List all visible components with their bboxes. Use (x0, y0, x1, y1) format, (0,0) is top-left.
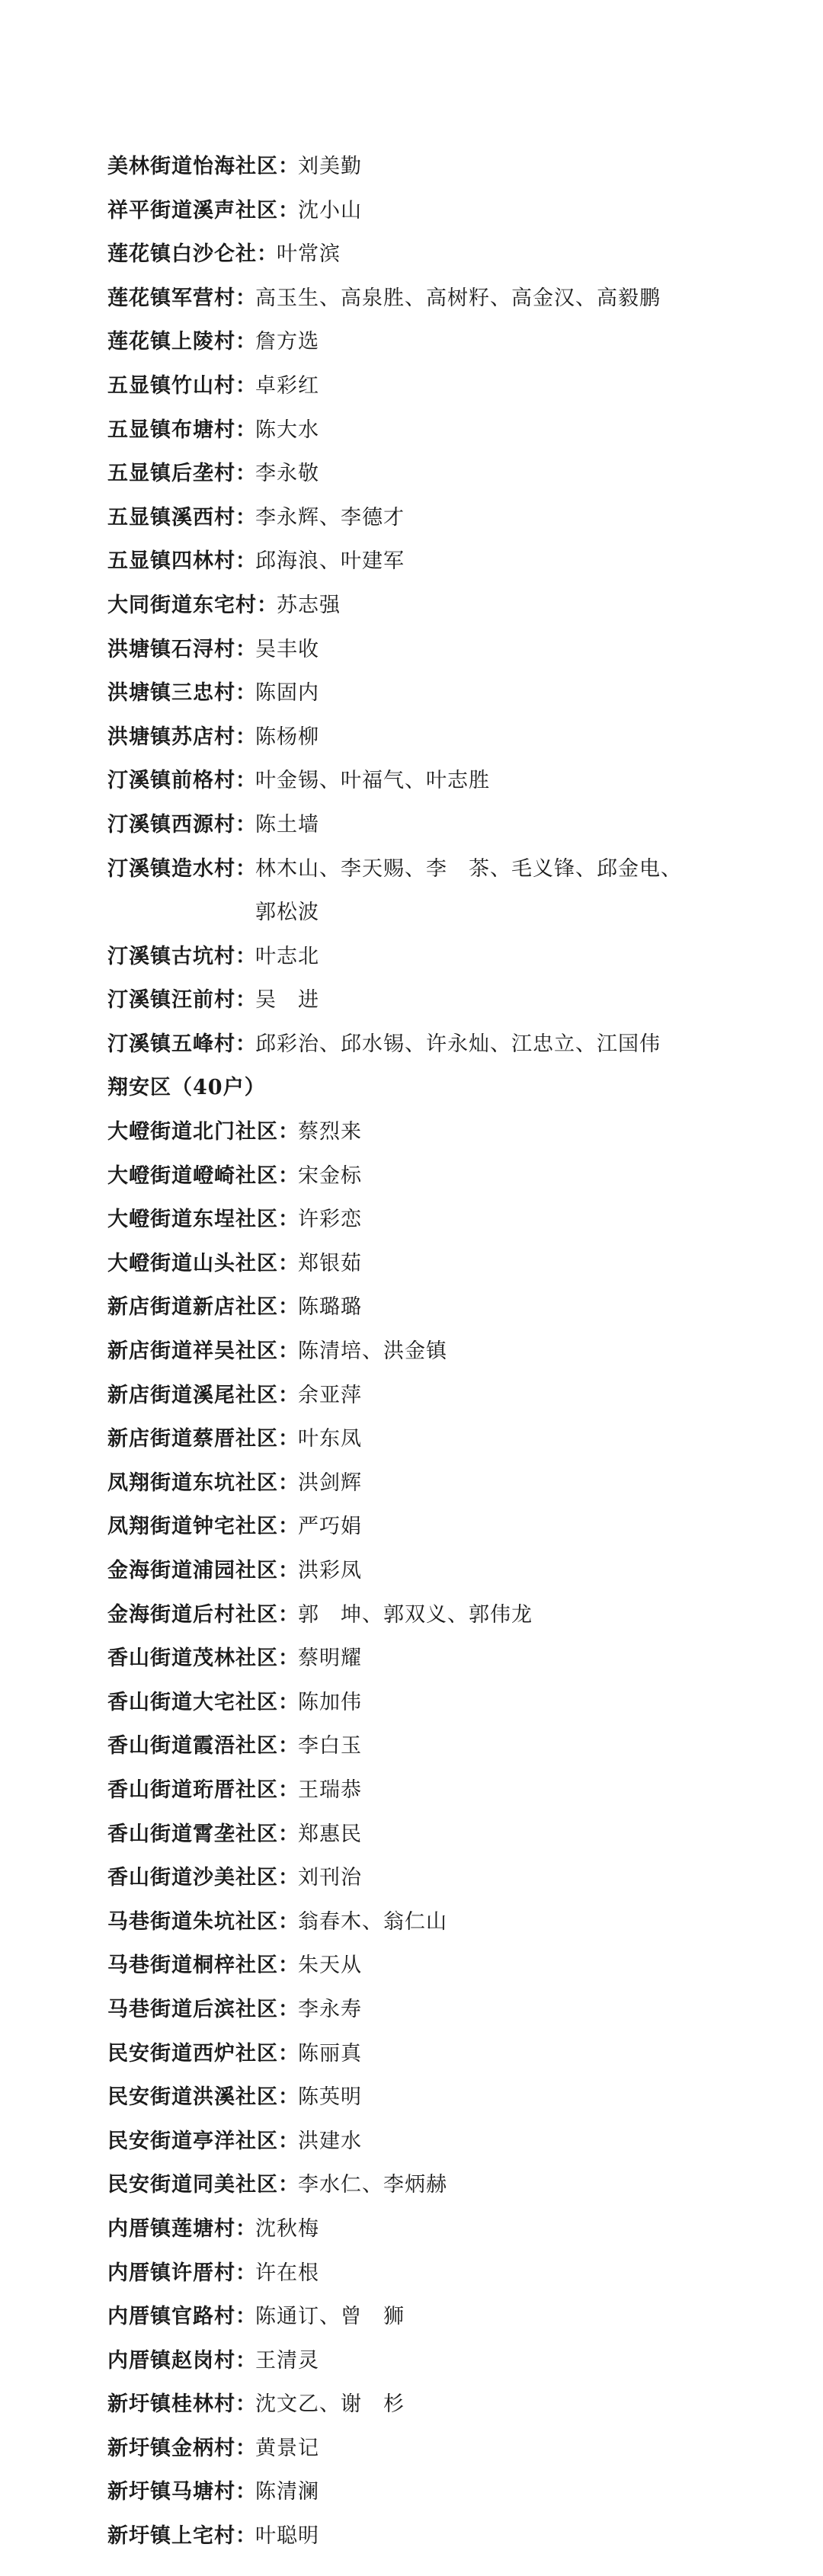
names-line: 邱彩治、邱水锡、许永灿、江忠立、江国伟 (255, 1032, 661, 1056)
names-line: 郭 坤、郭双义、郭伟龙 (298, 1602, 533, 1627)
place-label: 新店街道溪尾社区： (107, 1383, 299, 1407)
recipient-names (298, 1681, 362, 1725)
names-line: 李永寿 (298, 1997, 362, 2021)
place-label: 五显镇布塘村： (107, 418, 257, 442)
place-label: 民安街道西炉社区： (107, 2041, 299, 2066)
recipient-names (298, 1988, 362, 2032)
names-line: 严巧娟 (298, 1515, 362, 1539)
place-label: 莲花镇军营村： (107, 286, 257, 310)
place-label: 凤翔街道东坑社区： (107, 1470, 299, 1495)
recipient-row (0, 1242, 823, 1286)
place-label: 莲花镇上陵村： (107, 330, 257, 354)
names-line: 高玉生、高泉胜、高树籽、高金汉、高毅鹏 (255, 286, 661, 310)
recipient-row (0, 1768, 823, 1813)
recipient-names (298, 1505, 362, 1549)
recipient-row (0, 2251, 823, 2296)
place-label: 香山街道沙美社区： (107, 1866, 299, 1890)
place-label: 金海街道浦园社区： (107, 1559, 299, 1582)
recipient-names (298, 1549, 362, 1593)
recipient-names (255, 1022, 661, 1067)
recipient-names (255, 2427, 319, 2471)
names-line: 苏志强 (277, 593, 341, 617)
recipient-row (0, 1154, 823, 1198)
recipient-row (0, 2163, 823, 2207)
names-line: 李水仁、李炳赫 (298, 2173, 447, 2197)
recipient-row (0, 1637, 823, 1681)
recipient-row (0, 2382, 823, 2427)
recipient-names (255, 452, 319, 496)
recipient-row (0, 496, 823, 540)
names-line: 吴 进 (255, 988, 319, 1013)
place-label: 汀溪镇造水村： (107, 856, 257, 881)
names-line: 蔡明耀 (298, 1646, 362, 1671)
place-label: 民安街道亭洋社区： (107, 2129, 299, 2153)
place-label: 汀溪镇五峰村： (107, 1032, 257, 1056)
names-line: 黄景记 (255, 2436, 319, 2460)
recipient-names (277, 232, 341, 277)
place-label: 新店街道祥吴社区： (107, 1339, 299, 1364)
recipient-names (255, 2470, 319, 2514)
names-line: 王瑞恭 (298, 1778, 362, 1802)
names-line: 陈清培、洪金镇 (298, 1339, 447, 1364)
place-label: 大同街道东宅村： (107, 593, 278, 617)
place-label: 汀溪镇汪前村： (107, 988, 257, 1013)
recipient-names (255, 2251, 319, 2296)
names-line: 林木山、李天赐、李 茶、毛义锋、邱金电、 (255, 856, 682, 881)
place-label: 汀溪镇西源村： (107, 812, 257, 837)
place-label: 大嶝街道北门社区： (107, 1120, 299, 1144)
recipient-row (0, 1988, 823, 2032)
recipient-row (0, 1285, 823, 1330)
recipient-names (255, 2382, 405, 2427)
place-label: 洪塘镇三忠村： (107, 681, 257, 706)
recipient-names (255, 715, 319, 760)
place-label: 五显镇溪西村： (107, 505, 257, 530)
recipient-row (0, 1374, 823, 1418)
recipient-row (0, 584, 823, 628)
recipient-names (255, 759, 490, 803)
recipient-names (298, 1944, 362, 1988)
names-line: 沈文乙、谢 杉 (255, 2392, 405, 2417)
names-line: 陈大水 (255, 418, 319, 442)
names-line: 陈清澜 (255, 2480, 319, 2504)
names-line: 邱海浪、叶建军 (255, 549, 405, 574)
recipient-row (0, 2032, 823, 2076)
recipient-row (0, 803, 823, 847)
names-line: 洪建水 (298, 2129, 362, 2153)
recipient-row (0, 1813, 823, 1857)
recipient-row (0, 2295, 823, 2339)
names-line: 朱天从 (298, 1954, 362, 1978)
names-line: 沈秋梅 (255, 2216, 319, 2241)
recipient-row (0, 935, 823, 979)
recipient-row (0, 628, 823, 672)
place-label: 汀溪镇古坑村： (107, 944, 257, 968)
names-line: 李白玉 (298, 1734, 362, 1758)
recipient-names (277, 584, 341, 628)
place-label: 五显镇后垄村： (107, 462, 257, 486)
place-label: 马巷街道后滨社区： (107, 1997, 299, 2021)
names-line: 叶常滨 (277, 242, 341, 267)
recipient-names (298, 1813, 362, 1857)
names-line: 王清灵 (255, 2348, 319, 2373)
recipient-row (0, 2339, 823, 2383)
recipient-row (0, 189, 823, 233)
recipient-names (298, 1900, 447, 1944)
recipient-names (255, 671, 319, 715)
recipient-names (255, 935, 319, 979)
recipient-row (0, 232, 823, 277)
names-line: 郑惠民 (298, 1822, 362, 1846)
recipient-names (255, 978, 319, 1022)
recipient-row (0, 1549, 823, 1593)
recipient-names (298, 2120, 362, 2164)
recipient-names (255, 2514, 319, 2558)
place-label: 莲花镇白沙仑社： (107, 242, 278, 267)
place-label: 香山街道茂林社区： (107, 1646, 299, 1671)
place-label: 民安街道同美社区： (107, 2173, 299, 2197)
names-line: 刘刊治 (298, 1866, 362, 1890)
recipient-names (298, 189, 362, 233)
place-label: 香山街道大宅社区： (107, 1690, 299, 1714)
recipient-row (0, 1110, 823, 1154)
place-label: 大嶝街道山头社区： (107, 1251, 299, 1275)
names-line: 李永辉、李德才 (255, 505, 405, 530)
names-line: 陈通订、曾 狮 (255, 2305, 405, 2329)
recipient-row (0, 1330, 823, 1374)
recipient-row (0, 277, 823, 321)
recipient-names (255, 2207, 319, 2251)
recipient-names (298, 145, 362, 189)
recipient-names (298, 1593, 533, 1637)
recipient-row (0, 2514, 823, 2558)
recipient-names (298, 1374, 362, 1418)
recipient-row (0, 539, 823, 584)
recipient-row (0, 1593, 823, 1637)
recipient-names (298, 1637, 362, 1681)
recipient-row (0, 978, 823, 1022)
recipient-names (298, 1110, 362, 1154)
place-label: 新圩镇金柄村： (107, 2436, 257, 2460)
names-line: 翁春木、翁仁山 (298, 1909, 447, 1934)
recipient-names (255, 496, 405, 540)
recipient-row (0, 1724, 823, 1768)
names-line: 陈土墙 (255, 812, 319, 837)
recipient-names (255, 2295, 405, 2339)
place-label: 新圩镇桂林村： (107, 2392, 257, 2417)
recipient-names (255, 320, 319, 364)
recipient-row (0, 847, 823, 935)
place-label: 内厝镇官路村： (107, 2305, 257, 2329)
recipient-names (255, 847, 682, 935)
place-label: 汀溪镇前格村： (107, 769, 257, 793)
recipient-row (0, 715, 823, 760)
recipient-names (298, 2032, 362, 2076)
place-label: 美林街道怡海社区： (107, 155, 299, 178)
recipient-row (0, 1505, 823, 1549)
names-line: 郑银茹 (298, 1251, 362, 1275)
names-line: 洪剑辉 (298, 1470, 362, 1495)
recipient-row (0, 1856, 823, 1900)
names-line: 陈英明 (298, 2085, 362, 2110)
recipient-row (0, 145, 823, 189)
names-line: 詹方选 (255, 330, 319, 354)
names-line: 许彩恋 (298, 1208, 362, 1232)
recipient-names (255, 803, 319, 847)
recipient-names (255, 539, 405, 584)
place-label: 大嶝街道嶝崎社区： (107, 1163, 299, 1188)
names-line: 陈丽真 (298, 2041, 362, 2066)
recipient-row (0, 671, 823, 715)
names-line: 宋金标 (298, 1163, 362, 1188)
names-line: 叶聪明 (255, 2524, 319, 2549)
place-label: 新店街道新店社区： (107, 1295, 299, 1320)
place-label: 金海街道后村社区： (107, 1602, 299, 1627)
place-label: 香山街道霄垄社区： (107, 1822, 299, 1846)
names-line: 叶金锡、叶福气、叶志胜 (255, 769, 490, 793)
recipient-row (0, 2207, 823, 2251)
recipient-names (298, 1724, 362, 1768)
recipient-row (0, 408, 823, 453)
place-label: 马巷街道桐梓社区： (107, 1954, 299, 1978)
recipient-names (255, 2339, 319, 2383)
recipient-row (0, 2470, 823, 2514)
recipient-names (298, 1154, 362, 1198)
recipient-names (298, 1285, 362, 1330)
place-label: 内厝镇许厝村： (107, 2261, 257, 2285)
place-label: 大嶝街道东埕社区： (107, 1208, 299, 1232)
place-label: 马巷街道朱坑社区： (107, 1909, 299, 1934)
place-label: 五显镇四林村： (107, 549, 257, 574)
names-line: 卓彩红 (255, 373, 319, 398)
recipient-names (298, 1198, 362, 1242)
recipient-row (0, 2427, 823, 2471)
recipient-names (255, 408, 319, 453)
document-body (0, 145, 823, 2558)
recipient-names (298, 1768, 362, 1813)
recipient-names (298, 1330, 447, 1374)
recipient-names (255, 628, 319, 672)
recipient-row (0, 1461, 823, 1506)
names-line: 叶东凤 (298, 1427, 362, 1451)
recipient-row (0, 320, 823, 364)
names-line: 郭松波 (255, 901, 319, 925)
place-label: 洪塘镇石浔村： (107, 637, 257, 661)
names-line: 陈杨柳 (255, 725, 319, 749)
recipient-row (0, 1944, 823, 1988)
recipient-names (255, 364, 319, 408)
recipient-row (0, 1681, 823, 1725)
names-line: 叶志北 (255, 944, 319, 968)
names-line: 蔡烈来 (298, 1120, 362, 1144)
section-heading (0, 1066, 823, 1110)
place-label: 洪塘镇苏店村： (107, 725, 257, 749)
recipient-names (298, 1417, 362, 1461)
recipient-names (298, 1242, 362, 1286)
place-label: 内厝镇赵岗村： (107, 2348, 257, 2373)
recipient-names (298, 2163, 447, 2207)
names-line: 余亚萍 (298, 1383, 362, 1407)
recipient-row (0, 1900, 823, 1944)
names-line: 吴丰收 (255, 637, 319, 661)
recipient-row (0, 364, 823, 408)
place-label: 祥平街道溪声社区： (107, 198, 299, 222)
names-line: 李永敬 (255, 462, 319, 486)
place-label: 民安街道洪溪社区： (107, 2085, 299, 2110)
place-label: 内厝镇莲塘村： (107, 2216, 257, 2241)
place-label: 新店街道蔡厝社区： (107, 1427, 299, 1451)
recipient-row (0, 1417, 823, 1461)
recipient-names (298, 2075, 362, 2120)
recipient-row (0, 2075, 823, 2120)
place-label: 新圩镇马塘村： (107, 2480, 257, 2504)
recipient-row (0, 759, 823, 803)
recipient-row (0, 452, 823, 496)
names-line: 沈小山 (298, 198, 362, 222)
names-line: 洪彩凤 (298, 1559, 362, 1582)
place-label: 香山街道霞浯社区： (107, 1734, 299, 1758)
names-line: 刘美勤 (298, 155, 362, 178)
place-label: 凤翔街道钟宅社区： (107, 1515, 299, 1539)
recipient-names (298, 1856, 362, 1900)
names-line: 陈璐璐 (298, 1295, 362, 1320)
place-label: 五显镇竹山村： (107, 373, 257, 398)
recipient-row (0, 1198, 823, 1242)
recipient-names (298, 1461, 362, 1506)
section-title: 翔安区（40户） (107, 1076, 266, 1100)
recipient-names (255, 277, 661, 321)
names-line: 许在根 (255, 2261, 319, 2285)
names-line: 陈加伟 (298, 1690, 362, 1714)
place-label: 香山街道珩厝社区： (107, 1778, 299, 1802)
names-line: 陈固内 (255, 681, 319, 706)
recipient-row (0, 2120, 823, 2164)
recipient-row (0, 1022, 823, 1067)
place-label: 新圩镇上宅村： (107, 2524, 257, 2549)
